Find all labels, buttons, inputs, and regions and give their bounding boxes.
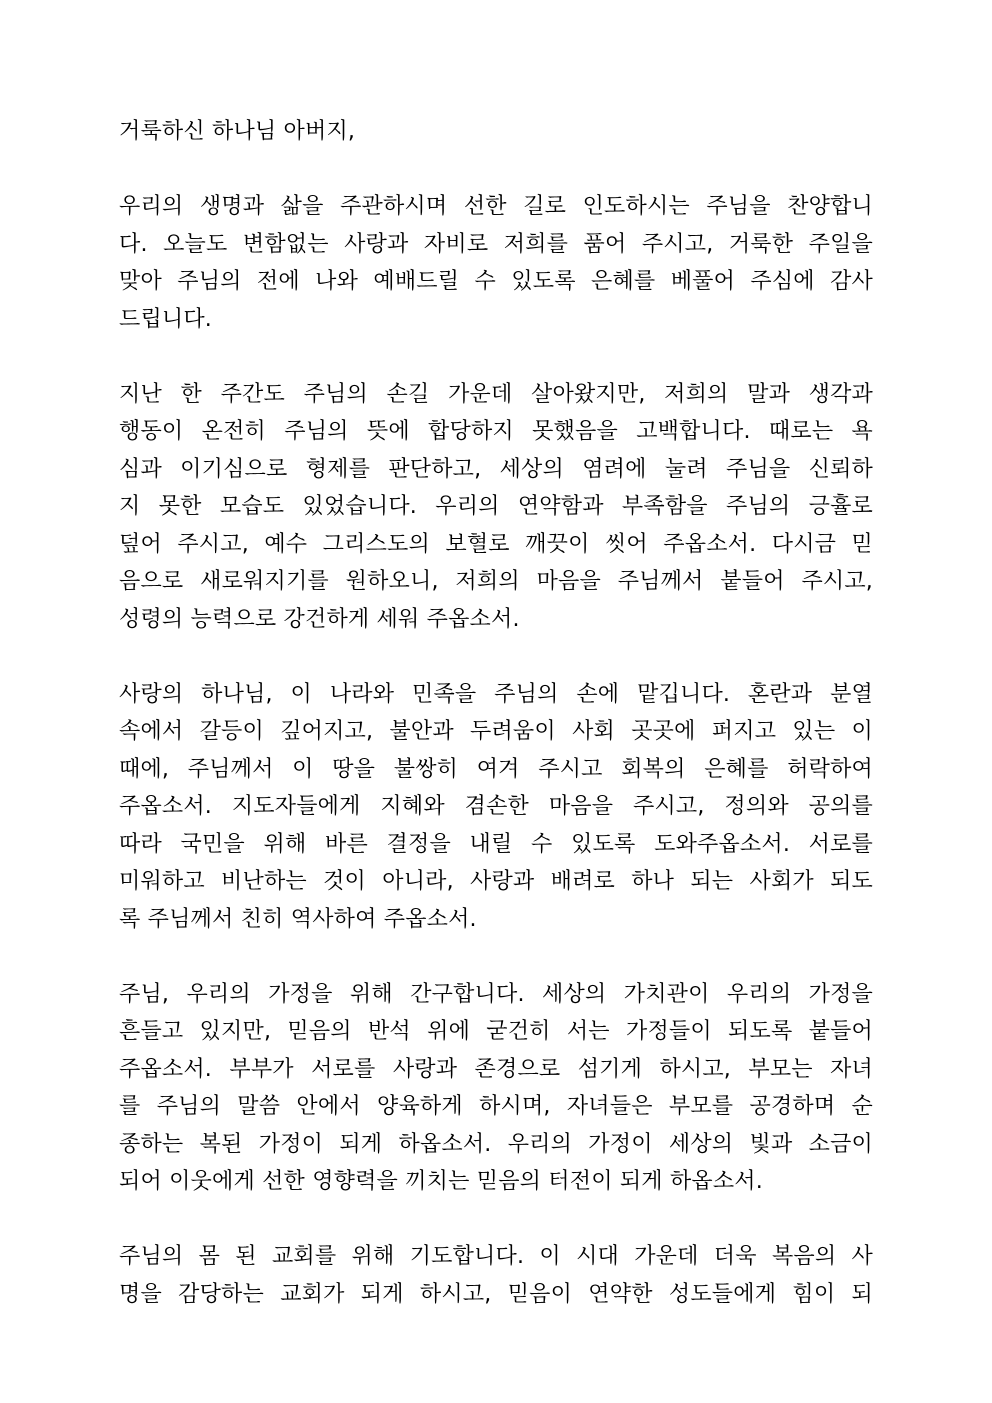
text-line: 를 주님의 말씀 안에서 양육하게 하시며, 자녀들은 부모를 공경하며 순	[119, 1094, 873, 1119]
text-line: 지 못한 모습도 있었습니다. 우리의 연약함과 부족함을 주님의 긍휼로	[119, 494, 873, 519]
paragraph-church	[119, 1238, 873, 1313]
paragraph-gap	[119, 151, 873, 189]
text-line: 속에서 갈등이 깊어지고, 불안과 두려움이 사회 곳곳에 퍼지고 있는 이	[119, 719, 873, 744]
text-line: 사랑의 하나님, 이 나라와 민족을 주님의 손에 맡깁니다. 혼란과 분열	[119, 681, 873, 707]
text-line: 종하는 복된 가정이 되게 하옵소서. 우리의 가정이 세상의 빛과 소금이	[119, 1131, 873, 1157]
text-line: 성령의 능력으로 강건하게 세워 주옵소서.	[119, 606, 520, 632]
text-line: 지난 한 주간도 주님의 손길 가운데 살아왔지만, 저희의 말과 생각과	[119, 381, 873, 407]
text-line: 흔들고 있지만, 믿음의 반석 위에 굳건히 서는 가정들이 되도록 붙들어	[119, 1019, 873, 1044]
text-line: 우리의 생명과 삶을 주관하시며 선한 길로 인도하시는 주님을 찬양합니	[119, 194, 873, 219]
text-line: 덮어 주시고, 예수 그리스도의 보혈로 깨끗이 씻어 주옵소서. 다시금 믿	[119, 531, 873, 557]
text-line: 되어 이웃에게 선한 영향력을 끼치는 믿음의 터전이 되게 하옵소서.	[119, 1169, 763, 1194]
paragraph-gap	[119, 338, 873, 376]
text-line: 주님의 몸 된 교회를 위해 기도합니다. 이 시대 가운데 더욱 복음의 사	[119, 1244, 873, 1269]
text-line: 주옵소서. 지도자들에게 지혜와 겸손한 마음을 주시고, 정의와 공의를	[119, 794, 873, 819]
text-line: 음으로 새로워지기를 원하오니, 저희의 마음을 주님께서 붙들어 주시고,	[119, 569, 873, 594]
text-line: 심과 이기심으로 형제를 판단하고, 세상의 염려에 눌려 주님을 신뢰하	[119, 456, 873, 482]
paragraph-gap	[119, 1201, 873, 1239]
text-line: 맞아 주님의 전에 나와 예배드릴 수 있도록 은혜를 베풀어 주심에 감사	[119, 269, 873, 294]
text-line: 록 주님께서 친히 역사하여 주옵소서.	[119, 906, 477, 932]
text-line: 다. 오늘도 변함없는 사랑과 자비로 저희를 품어 주시고, 거룩한 주일을	[119, 231, 873, 257]
text-line: 주님, 우리의 가정을 위해 간구합니다. 세상의 가치관이 우리의 가정을	[119, 981, 873, 1007]
text-line: 행동이 온전히 주님의 뜻에 합당하지 못했음을 고백합니다. 때로는 욕	[119, 419, 873, 444]
paragraph-nation	[119, 676, 873, 939]
paragraph-gap	[119, 938, 873, 976]
paragraph-gap	[119, 638, 873, 676]
paragraph-family	[119, 976, 873, 1201]
paragraph-confession	[119, 376, 873, 639]
text-line: 주옵소서. 부부가 서로를 사랑과 존경으로 섬기게 하시고, 부모는 자녀	[119, 1056, 873, 1082]
paragraph-praise	[119, 188, 873, 338]
text-line: 드립니다.	[119, 306, 213, 332]
salutation: 거룩하신 하나님 아버지,	[119, 119, 356, 144]
prayer-text	[119, 113, 873, 1313]
text-line: 따라 국민을 위해 바른 결정을 내릴 수 있도록 도와주옵소서. 서로를	[119, 831, 873, 857]
text-line: 미워하고 비난하는 것이 아니라, 사랑과 배려로 하나 되는 사회가 되도	[119, 869, 873, 894]
text-line: 명을 감당하는 교회가 되게 하시고, 믿음이 연약한 성도들에게 힘이 되	[119, 1281, 873, 1307]
text-line: 때에, 주님께서 이 땅을 불쌍히 여겨 주시고 회복의 은혜를 허락하여	[119, 756, 873, 782]
